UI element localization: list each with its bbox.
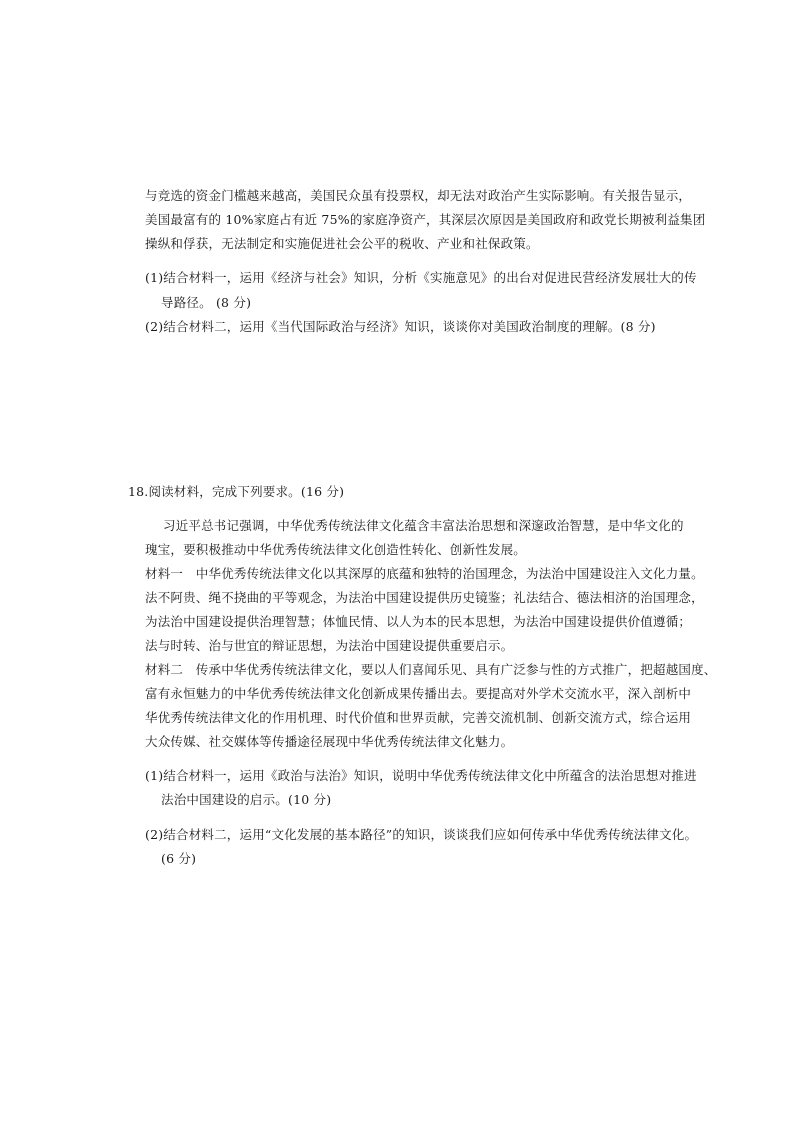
- q18-sub-question-1-cont: 法治中国建设的启示。(10 分): [161, 792, 332, 807]
- q18-material1-line-4: 法与时转、治与世宜的辩证思想，为法治中国建设提供重要启示。: [145, 638, 514, 653]
- q17-sub-question-2: (2)结合材料二，运用《当代国际政治与经济》知识，谈谈你对美国政治制度的理解。(8 分): [145, 319, 656, 334]
- q18-intro-line-2: 瑰宝，要积极推动中华优秀传统法律文化创造性转化、创新性发展。: [145, 542, 527, 557]
- q18-material2-line-2: 富有永恒魅力的中华优秀传统法律文化创新成果传播出去。要提高对外学术交流水平，深入剖析中: [145, 686, 692, 701]
- q17-sub-question-1-cont: 导路径。 (8 分): [161, 295, 252, 310]
- q18-sub-question-1: (1)结合材料一，运用《政治与法治》知识，说明中华优秀传统法律文化中所蕴含的法治思想对推进: [145, 768, 697, 783]
- q18-material1-line-3: 为法治中国建设提供治理智慧；体恤民情、以人为本的民本思想，为法治中国建设提供价值遵循；: [145, 614, 692, 629]
- q17-sub-question-1: (1)结合材料一，运用《经济与社会》知识，分析《实施意见》的出台对促进民营经济发展壮大的传: [145, 270, 697, 285]
- q18-material2-line-1: 材料二 传承中华优秀传统法律文化，要以人们喜闻乐见、具有广泛参与性的方式推广，把超越国度、: [145, 662, 717, 677]
- q18-material1-line-1: 材料一 中华优秀传统法律文化以其深厚的底蕴和独特的治国理念，为法治中国建设注入文化力量。: [145, 566, 704, 581]
- q17-material2-line-1: 与竞选的资金门槛越来越高，美国民众虽有投票权，却无法对政治产生实际影响。有关报告显示，: [145, 188, 692, 203]
- q18-sub-question-2: (2)结合材料二，运用“文化发展的基本路径”的知识，谈谈我们应如何传承中华优秀传统法律文化。: [145, 827, 698, 842]
- q17-material2-line-3: 操纵和俘获，无法制定和实施促进社会公平的税收、产业和社保政策。: [145, 236, 539, 251]
- q18-heading: 18.阅读材料，完成下列要求。(16 分): [128, 484, 345, 499]
- q18-intro-line-1: 习近平总书记强调，中华优秀传统法律文化蕴含丰富法治思想和深邃政治智慧，是中华文化的: [163, 518, 684, 533]
- q18-material1-line-2: 法不阿贵、绳不挠曲的平等观念，为法治中国建设提供历史镜鉴；礼法结合、德法相济的治国理念，: [145, 590, 704, 605]
- q18-material2-line-4: 大众传媒、社交媒体等传播途径展现中华优秀传统法律文化魅力。: [145, 734, 514, 749]
- q18-material2-line-3: 华优秀传统法律文化的作用机理、时代价值和世界贡献，完善交流机制、创新交流方式，综合运用: [145, 710, 692, 725]
- q17-material2-line-2: 美国最富有的 10%家庭占有近 75%的家庭净资产，其深层次原因是美国政府和政党长期被利益集团: [145, 212, 706, 227]
- q18-sub-question-2-cont: (6 分): [161, 851, 197, 866]
